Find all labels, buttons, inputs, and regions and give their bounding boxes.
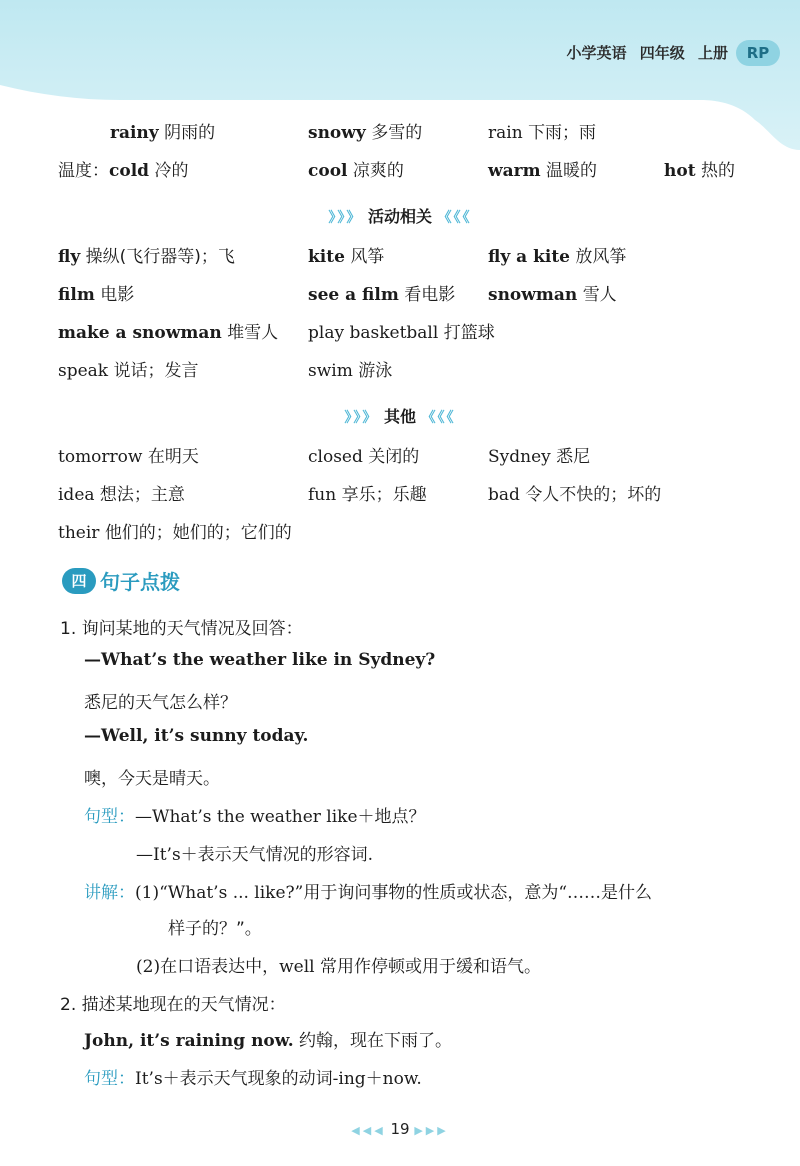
page-footer [0,1120,800,1138]
example-question: —What’s the weather like in Sydney? [84,650,436,670]
vocab-row [0,242,800,272]
vocab-item: see a film 看电影 [308,285,456,305]
vocab-item: play basketball 打篮球 [308,323,495,343]
vocab-row [0,118,800,148]
pattern-line-2: —It’s＋表示天气情况的形容词. [136,845,374,865]
subheading-activity: 》》》 活动相关 《《《 [328,207,472,226]
vocab-item: bad 令人不快的；坏的 [488,485,662,505]
vocab-item: rain 下雨；雨 [488,123,597,143]
subheading-other: 》》》 其他 《《《 [344,407,456,426]
vocab-item: fly a kite 放风筝 [488,247,627,267]
vocab-item: Sydney 悉尼 [488,447,591,467]
point-title: 1. 询问某地的天气情况及回答： [60,619,303,639]
vocab-item: make a snowman 堆雪人 [58,323,279,343]
footer-arrows-left: ◀◀◀ [351,1124,386,1137]
explain-label: 讲解： [84,883,135,903]
vocab-item: 温度：cold 冷的 [58,161,189,181]
vocab-item: hot 热的 [664,161,735,181]
section-header [62,566,180,596]
section-number-badge: 四 [62,568,96,594]
footer-arrows-right: ▶▶▶ [414,1124,449,1137]
vocab-item: kite 风筝 [308,247,385,267]
section-title: 句子点拨 [100,570,180,594]
vocab-item: fly 操纵(飞行器等)；飞 [58,247,235,267]
vocab-item: swim 游泳 [308,361,393,381]
vocab-item: closed 关闭的 [308,447,420,467]
pattern-line: 句型：It’s＋表示天气现象的动词-ing＋now. [84,1069,422,1089]
example-answer-translation: 噢，今天是晴天。 [84,769,220,789]
explain-line-cont: 样子的？”。 [168,919,262,939]
pattern-label: 句型： [84,1069,135,1089]
vocab-item: snowman 雪人 [488,285,617,305]
vocab-row [0,280,800,310]
point-title: 2. 描述某地现在的天气情况： [60,995,286,1015]
vocab-item: cool 凉爽的 [308,161,404,181]
vocab-item: their 他们的；她们的；它们的 [58,523,292,543]
pattern-line: 句型：—What’s the weather like＋地点？ [84,807,426,827]
vocab-row [0,318,800,348]
vocab-row [0,442,800,472]
vocab-row [0,518,800,548]
vocab-item: warm 温暖的 [488,161,597,181]
explain-line: 讲解：(1)“What’s ... like?”用于询问事物的性质或状态，意为“……是什么 [84,883,653,903]
rp-badge: RP [736,40,780,66]
vocab-row [0,480,800,510]
vocab-item: fun 享乐；乐趣 [308,485,427,505]
header-title: 小学英语 四年级 上册 [566,44,728,62]
example-sentence: John, it’s raining now. 约翰，现在下雨了。 [84,1031,453,1051]
vocab-item: snowy 多雪的 [308,123,423,143]
vocab-item: rainy 阴雨的 [110,123,216,143]
vocab-item: film 电影 [58,285,135,305]
vocab-row [0,356,800,386]
vocab-item: speak 说话；发言 [58,361,199,381]
vocab-row [0,156,800,186]
example-question-translation: 悉尼的天气怎么样？ [84,693,237,713]
vocab-item: tomorrow 在明天 [58,447,199,467]
explain-line-2: (2)在口语表达中，well 常用作停顿或用于缓和语气。 [136,957,541,977]
page-number: 19 [390,1120,410,1138]
vocab-item: idea 想法；主意 [58,485,185,505]
example-answer: —Well, it’s sunny today. [84,726,309,746]
pattern-label: 句型： [84,807,135,827]
temperature-label: 温度： [58,161,109,181]
